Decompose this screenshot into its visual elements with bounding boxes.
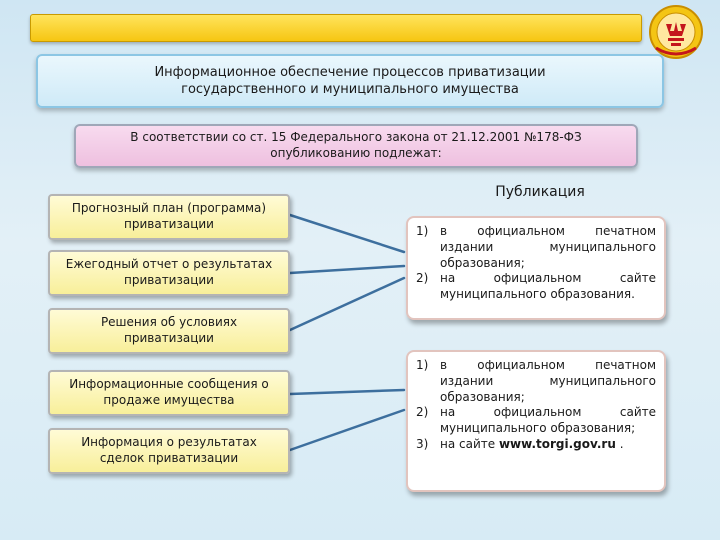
item-text: в официальном печатном издании муниципального образования; [440, 358, 656, 404]
title-line-1: Информационное обеспечение процессов приватизации [154, 64, 546, 80]
document-box-sale-notices [48, 370, 290, 416]
document-box-forecast-plan [48, 194, 290, 240]
item-text: на официальном сайте муниципального образования; [440, 405, 656, 436]
document-label: Ежегодный отчет о результатах [65, 257, 273, 272]
list-item [416, 224, 656, 271]
item-number: 1) [416, 224, 429, 238]
item-text-prefix: на сайте [440, 437, 496, 452]
document-label: продаже имущества [103, 393, 235, 407]
document-label: Решения об условиях [100, 315, 238, 330]
list-item [416, 358, 656, 405]
item-text: на официальном сайте муниципального образования. [440, 271, 656, 302]
document-label: Прогнозный план (программа) [71, 201, 267, 216]
item-text: в официальном печатном издании муниципального образования; [440, 224, 656, 270]
item-number: 3) [416, 437, 429, 452]
list-item [416, 271, 656, 303]
website-link[interactable]: www.torgi.gov.ru [498, 437, 616, 452]
connector-line [290, 390, 404, 394]
publication-heading: Публикация [495, 184, 585, 200]
document-label: Информационные сообщения о [69, 377, 269, 392]
publication-box-1 [406, 216, 666, 320]
connector-line [290, 410, 404, 450]
law-line-2: опубликованию подлежат: [270, 146, 442, 160]
document-label: приватизации [124, 217, 214, 231]
publication-box-2 [406, 350, 666, 492]
title-line-2: государственного и муниципального имущества [181, 82, 519, 97]
document-label: Информация о результатах [81, 435, 257, 450]
item-text-tail: . [619, 437, 624, 452]
connector-line [290, 278, 404, 330]
document-label: сделок приватизации [99, 451, 239, 465]
item-number: 2) [416, 405, 429, 420]
document-label: приватизации [124, 273, 214, 287]
connector-line [290, 215, 404, 252]
item-number: 1) [416, 358, 429, 372]
document-label: приватизации [124, 331, 214, 345]
document-box-results [48, 428, 290, 474]
item-number: 2) [416, 271, 429, 286]
list-item [416, 437, 656, 453]
connector-line [290, 266, 404, 273]
item-text [440, 437, 656, 453]
law-line-1: В соответствии со ст. 15 Федерального закона от 21.12.2001 №178-ФЗ [130, 130, 582, 145]
document-box-annual-report [48, 250, 290, 296]
list-item [416, 405, 656, 437]
document-box-decisions [48, 308, 290, 354]
